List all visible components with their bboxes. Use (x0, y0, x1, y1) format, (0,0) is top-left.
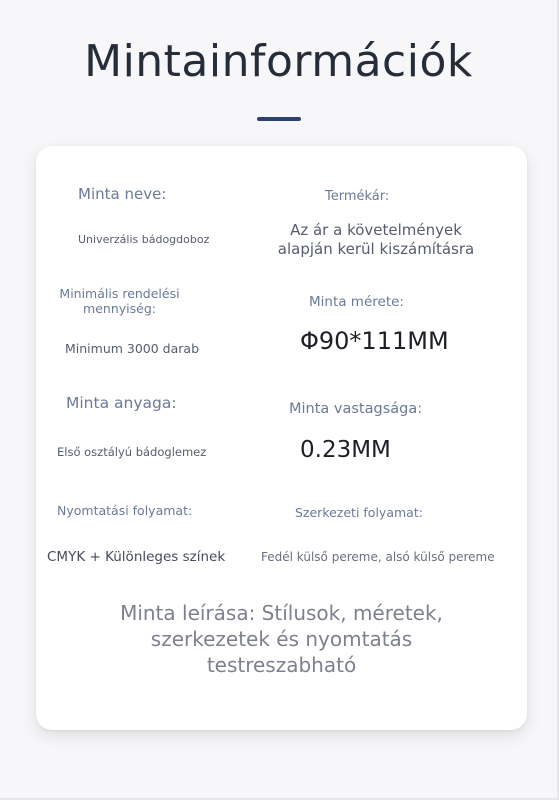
printing-value: CMYK + Különleges színek (47, 549, 226, 565)
material-value: Első osztályú bádoglemez (57, 445, 207, 459)
price-value-line1: Az ár a követelmények (290, 221, 462, 239)
sample-description: Minta leírása: Stílusok, méretek, szerkezetek és nyomtatás testreszabható (120, 601, 443, 677)
moq-value: Minimum 3000 darab (65, 341, 200, 356)
structure-label: Szerkezeti folyamat: (295, 505, 423, 520)
thickness-label: Minta vastagsága: (289, 401, 423, 417)
sample-name-value: Univerzális bádogdoboz (78, 233, 210, 246)
printing-label: Nyomtatási folyamat: (57, 503, 193, 518)
size-label: Minta mérete: (309, 294, 404, 310)
thickness-value: 0.23MM (300, 437, 391, 463)
size-value: Φ90*111MM (300, 327, 449, 355)
structure-value: Fedél külső pereme, alsó külső pereme (261, 550, 495, 564)
price-label: Termékár: (325, 189, 390, 204)
price-value-line2: alapján kerül kiszámításra (277, 240, 475, 258)
moq-label-line1: Minimális rendelési (59, 286, 180, 301)
title-underline (257, 117, 301, 121)
sample-name-label: Minta neve: (78, 185, 167, 203)
moq-label-line2: mennyiség: (83, 301, 156, 316)
material-label: Minta anyaga: (66, 394, 177, 412)
page-title: Mintainformációk (84, 36, 473, 87)
sample-info-card (36, 146, 527, 730)
